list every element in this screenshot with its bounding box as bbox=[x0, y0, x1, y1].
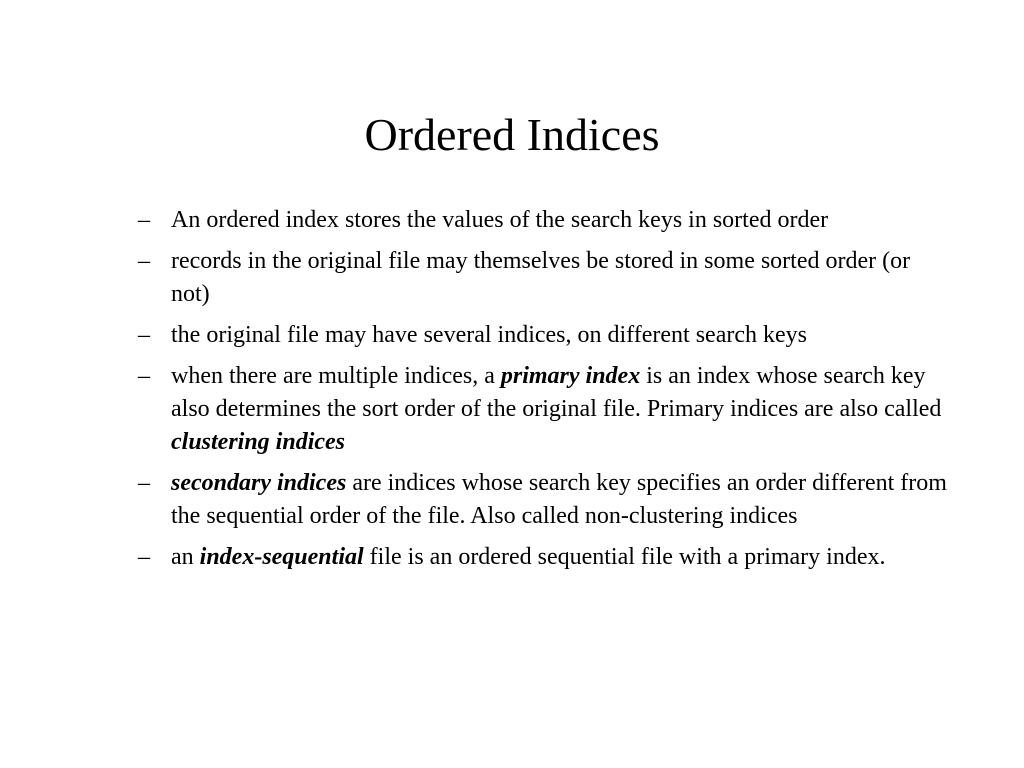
bullet-item bbox=[138, 319, 948, 352]
bullet-text: is an index whose search key also determines the sort order of the original file. Primary indices are also called bbox=[171, 363, 942, 422]
bullet-text: when there are multiple indices, a bbox=[171, 363, 501, 389]
bullet-marker: – bbox=[138, 322, 150, 348]
bullet-item bbox=[138, 360, 948, 459]
bullet-text: an bbox=[171, 544, 200, 570]
bullet-item bbox=[138, 204, 948, 237]
bullet-list bbox=[138, 204, 948, 582]
slide-title: Ordered Indices bbox=[364, 109, 660, 160]
bullet-marker: – bbox=[138, 544, 150, 570]
bullet-item bbox=[138, 245, 948, 311]
bullet-text: are indices whose search key specifies an order different from the sequential order of the file. Also called non-clustering indices bbox=[171, 470, 947, 529]
bullet-item bbox=[138, 467, 948, 533]
bullet-marker: – bbox=[138, 248, 150, 274]
bullet-text: records in the original file may themselves be stored in some sorted order (or not) bbox=[171, 248, 911, 307]
term-clustering-indices: clustering indices bbox=[171, 429, 346, 455]
bullet-text: An ordered index stores the values of the search keys in sorted order bbox=[171, 207, 829, 233]
bullet-marker: – bbox=[138, 470, 150, 496]
term-index-sequential: index-sequential bbox=[199, 544, 364, 570]
bullet-text: file is an ordered sequential file with a primary index. bbox=[363, 544, 886, 570]
bullet-marker: – bbox=[138, 207, 150, 233]
bullet-text: the original file may have several indices, on different search keys bbox=[171, 322, 807, 348]
bullet-marker: – bbox=[138, 363, 150, 389]
term-secondary-indices: secondary indices bbox=[171, 470, 347, 496]
term-primary-index: primary index bbox=[500, 363, 641, 389]
bullet-item bbox=[138, 541, 948, 574]
